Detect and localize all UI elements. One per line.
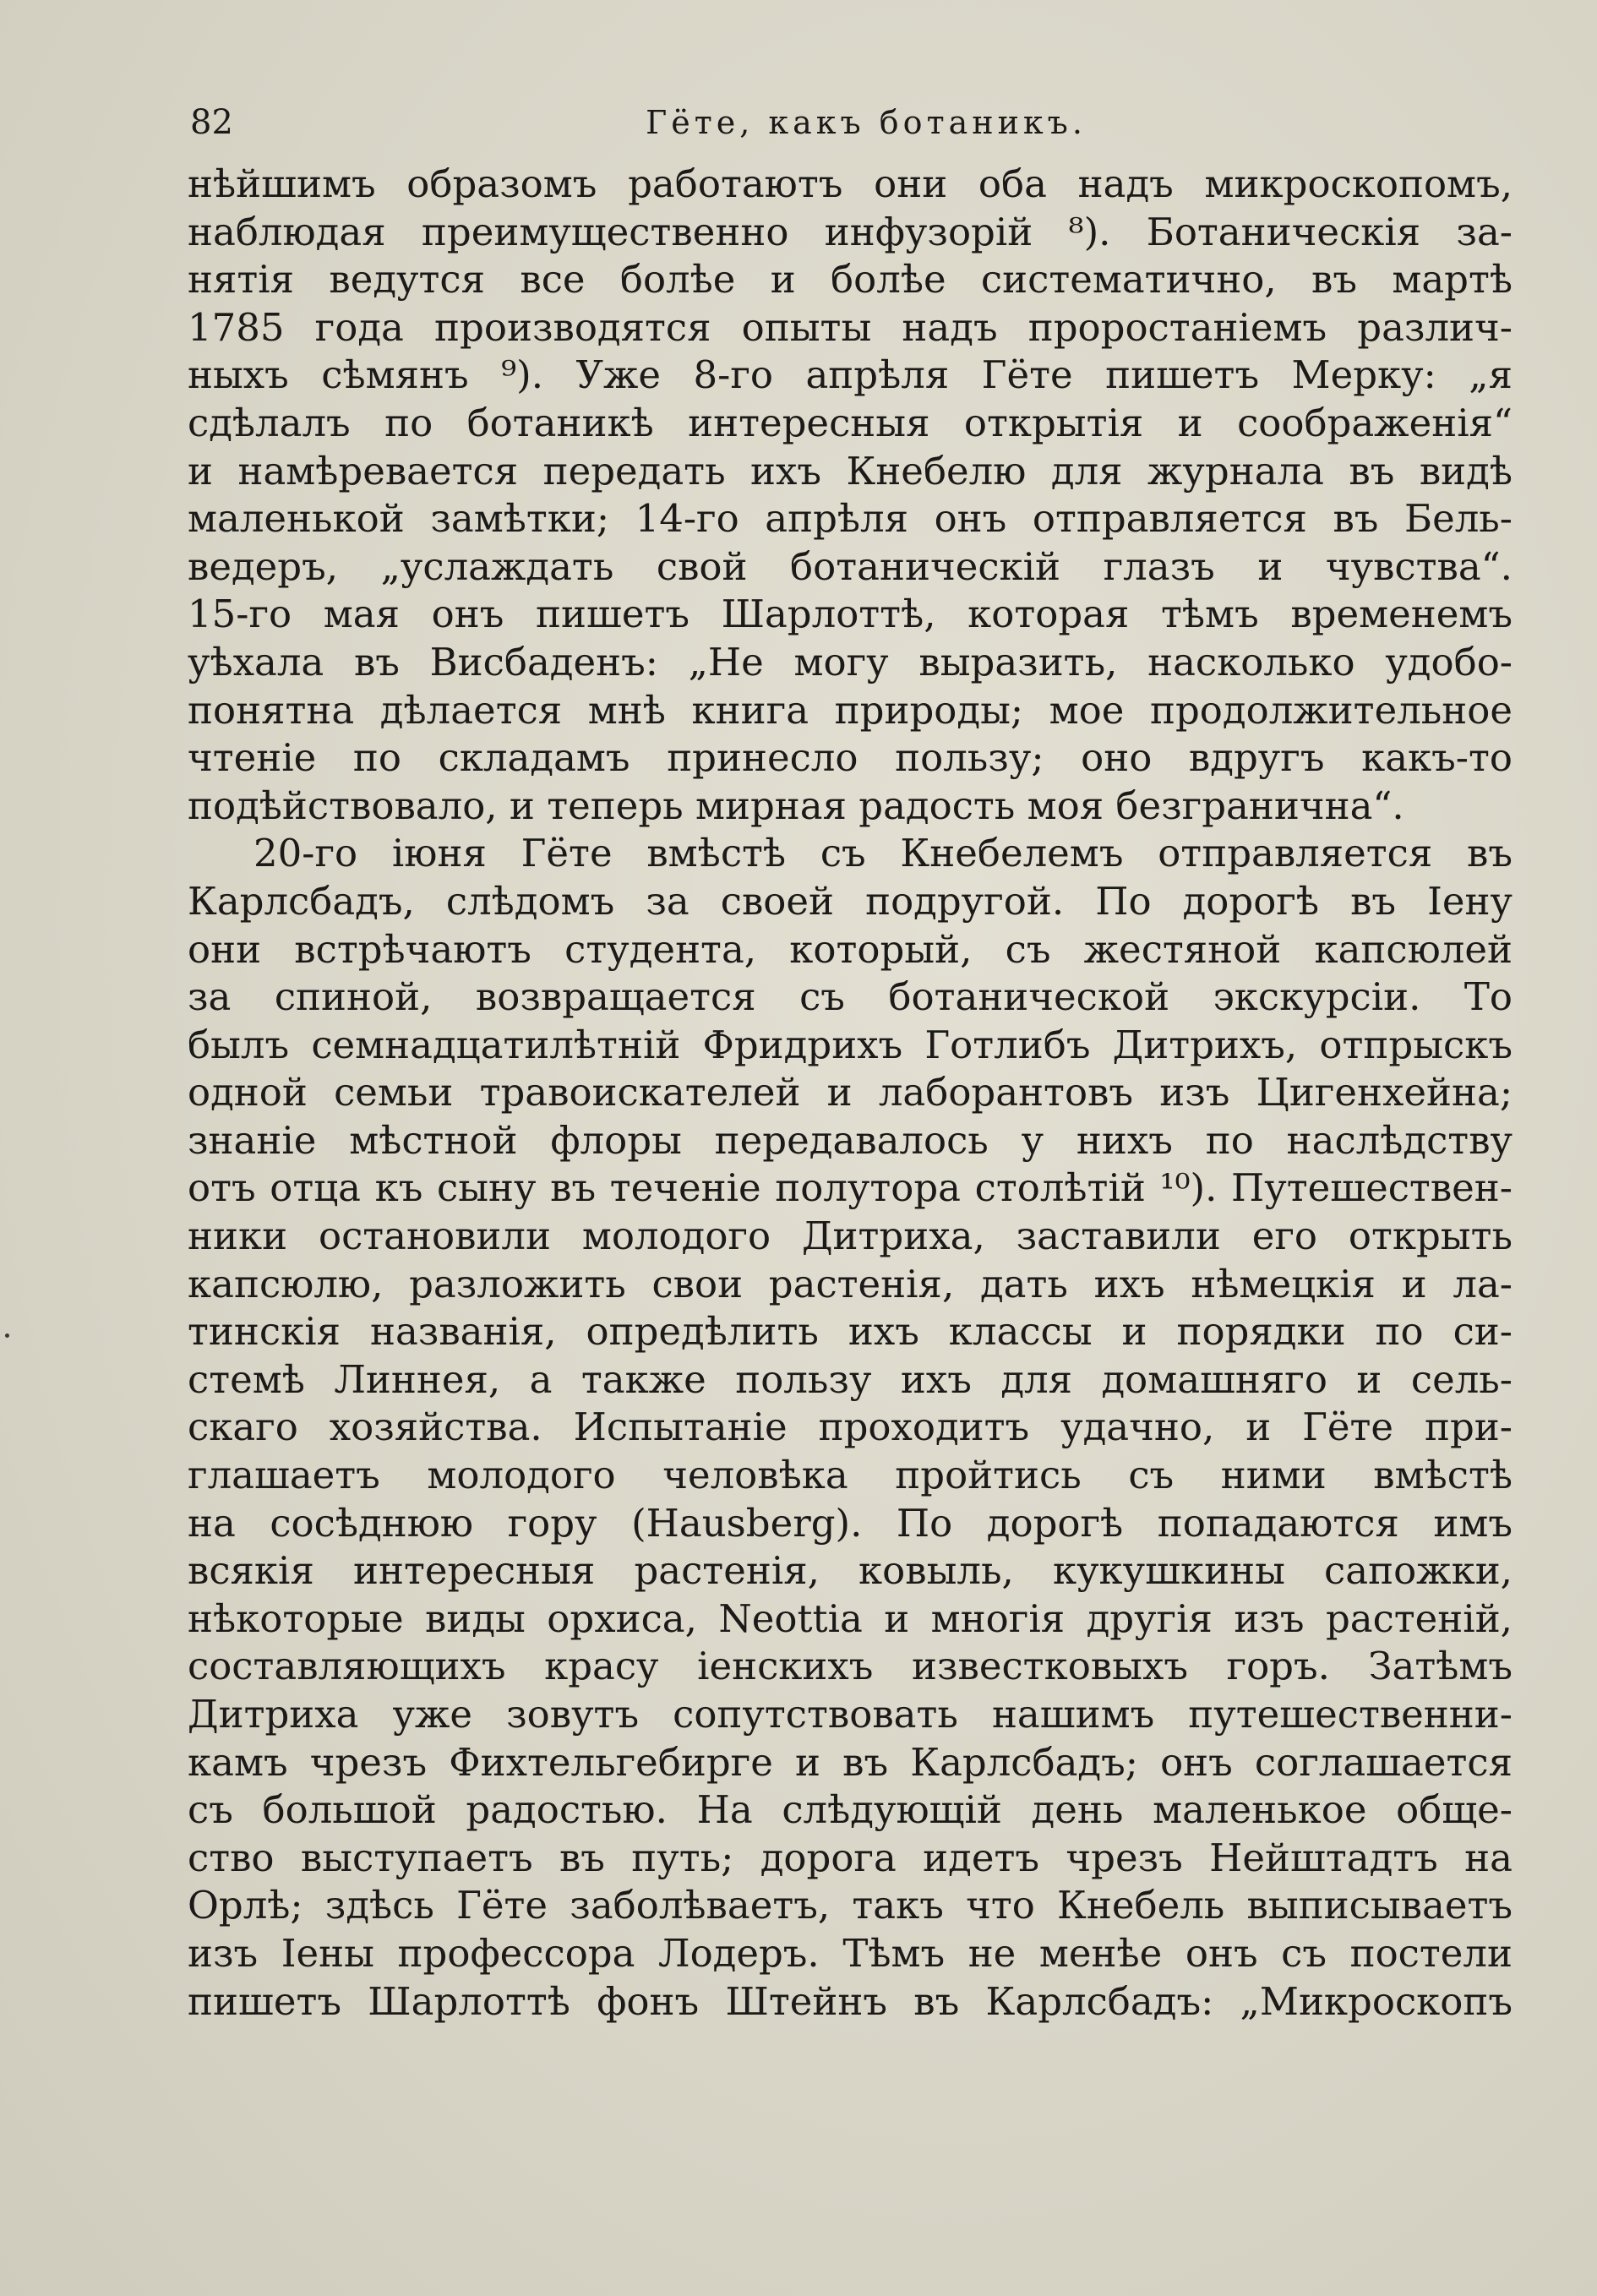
text-line: наблюдая преимущественно инфузорій ⁸). Ботаническія за- bbox=[188, 209, 1513, 254]
running-title: Гёте, какъ ботаникъ. bbox=[646, 104, 1087, 141]
paragraph-start-line: 20-го іюня Гёте вмѣстѣ съ Кнебелемъ отправляется въ bbox=[253, 831, 1513, 876]
text-line: и намѣревается передать ихъ Кнебелю для журнала въ видѣ bbox=[188, 448, 1513, 494]
text-line: былъ семнадцатилѣтній Фридрихъ Готлибъ Дитрихъ, отпрыскъ bbox=[188, 1022, 1513, 1067]
text-line: за спиной, возвращается съ ботанической экскурсіи. То bbox=[188, 974, 1513, 1020]
text-line: ныхъ сѣмянъ ⁹). Уже 8-го апрѣля Гёте пишетъ Мерку: „я bbox=[188, 352, 1513, 398]
text-line: всякія интересныя растенія, ковыль, кукушкины сапожки, bbox=[188, 1548, 1513, 1594]
text-line: составляющихъ красу іенскихъ известковыхъ горъ. Затѣмъ bbox=[188, 1644, 1513, 1689]
text-line: сдѣлалъ по ботаникѣ интересныя открытія и соображенія“ bbox=[188, 400, 1513, 445]
text-line: камъ чрезъ Фихтельгебирге и въ Карлсбадъ; онъ соглашается bbox=[188, 1739, 1513, 1785]
text-line: ведеръ, „услаждать свой ботаническій глазъ и чувства“. bbox=[188, 543, 1513, 589]
text-line: Дитриха уже зовутъ сопутствовать нашимъ путешественни- bbox=[188, 1692, 1513, 1737]
page-header bbox=[190, 97, 1508, 148]
text-line: чтеніе по складамъ принесло пользу; оно вдругъ какъ-то bbox=[188, 735, 1513, 781]
text-line: нятія ведутся все болѣе и болѣе систематично, въ мартѣ bbox=[188, 257, 1513, 303]
text-line: уѣхала въ Висбаденъ: „Не могу выразить, насколько удобо- bbox=[188, 639, 1513, 684]
text-line: понятна дѣлается мнѣ книга природы; мое продолжительное bbox=[188, 687, 1513, 733]
text-line: капсюлю, разложить свои растенія, дать ихъ нѣмецкія и ла- bbox=[188, 1261, 1513, 1306]
text-line: они встрѣчаютъ студента, который, съ жестяной капсюлей bbox=[188, 926, 1513, 972]
text-line: Орлѣ; здѣсь Гёте заболѣваетъ, такъ что Кнебель выписываетъ bbox=[188, 1883, 1513, 1928]
text-line: 15-го мая онъ пишетъ Шарлоттѣ, которая тѣмъ временемъ bbox=[188, 592, 1513, 637]
text-line: изъ Іены профессора Лодеръ. Тѣмъ не менѣе онъ съ постели bbox=[188, 1930, 1513, 1976]
text-line: пишетъ Шарлоттѣ фонъ Штейнъ въ Карлсбадъ: „Микроскопъ bbox=[188, 1978, 1513, 2024]
paper-speck bbox=[5, 1333, 9, 1338]
text-line: отъ отца къ сыну въ теченіе полутора столѣтій ¹⁰). Путешествен- bbox=[188, 1165, 1513, 1211]
body-text bbox=[188, 161, 1513, 2026]
text-line: скаго хозяйства. Испытаніе проходитъ удачно, и Гёте при- bbox=[188, 1404, 1513, 1450]
text-line: одной семьи травоискателей и лаборантовъ изъ Цигенхейна; bbox=[188, 1070, 1513, 1115]
text-line: ство выступаетъ въ путь; дорога идетъ чрезъ Нейштадтъ на bbox=[188, 1835, 1513, 1880]
text-line: глашаетъ молодого человѣка пройтись съ ними вмѣстѣ bbox=[188, 1453, 1513, 1498]
text-line: тинскія названія, опредѣлить ихъ классы и порядки по си- bbox=[188, 1309, 1513, 1355]
page-number: 82 bbox=[190, 103, 233, 142]
text-line: ники остановили молодого Дитриха, заставили его открыть bbox=[188, 1213, 1513, 1259]
text-line: стемѣ Линнея, а также пользу ихъ для домашняго и сель- bbox=[188, 1356, 1513, 1402]
text-line: Карлсбадъ, слѣдомъ за своей подругой. По дорогѣ въ Іену bbox=[188, 878, 1513, 924]
text-line: съ большой радостью. На слѣдующій день маленькое обще- bbox=[188, 1787, 1513, 1833]
text-line: 1785 года производятся опыты надъ проростаніемъ различ- bbox=[188, 304, 1513, 350]
text-line: нѣкоторые виды орхиса, Neottia и многія другія изъ растеній, bbox=[188, 1595, 1513, 1641]
text-line: нѣйшимъ образомъ работаютъ они оба надъ микроскопомъ, bbox=[188, 161, 1513, 206]
text-line: на сосѣднюю гору (Hausberg). По дорогѣ попадаются имъ bbox=[188, 1500, 1513, 1546]
paragraph-end-line: подѣйствовало, и теперь мирная радость моя безгранична“. bbox=[188, 783, 1404, 828]
text-line: знаніе мѣстной флоры передавалось у нихъ по наслѣдству bbox=[188, 1117, 1513, 1163]
text-line: маленькой замѣтки; 14-го апрѣля онъ отправляется въ Бель- bbox=[188, 496, 1513, 542]
